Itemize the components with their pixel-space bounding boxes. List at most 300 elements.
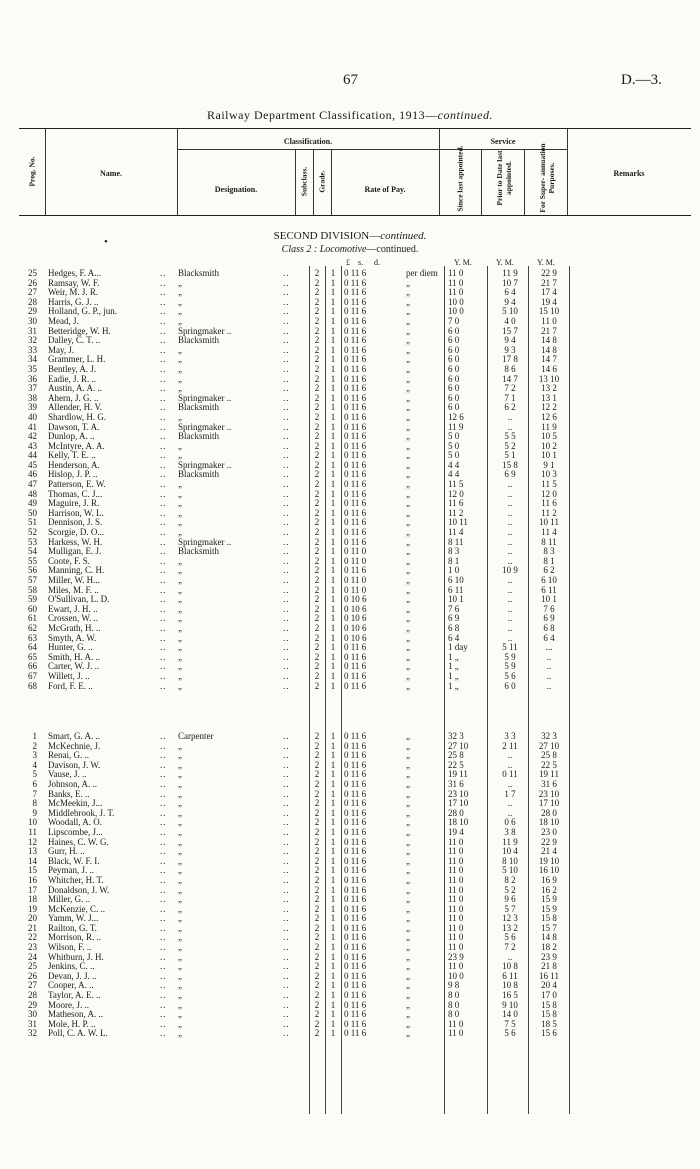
- service-prior: 5 1: [504, 450, 516, 461]
- pay-note: „: [406, 788, 410, 799]
- prog-no: 53: [28, 536, 37, 547]
- class-name: Locomotive: [319, 244, 367, 255]
- service-superannuation: 15 8: [541, 1009, 557, 1020]
- designation: „: [178, 980, 182, 991]
- service-superannuation: 11 5: [541, 479, 557, 490]
- service-since-last: 19 4: [448, 826, 464, 837]
- staff-table-carpenters: [0, 732, 700, 1039]
- designation: „: [178, 575, 182, 585]
- grade: 1: [330, 517, 336, 528]
- grade: 1: [330, 575, 336, 585]
- service-since-last: 18 10: [448, 817, 469, 828]
- rate-of-pay: 0 11 6: [344, 536, 367, 547]
- pay-note: „: [406, 750, 410, 761]
- pay-note: „: [406, 778, 410, 789]
- service-superannuation: 19 10: [538, 855, 560, 866]
- staff-name: Donaldson, J. W.: [48, 884, 110, 895]
- grade: 1: [330, 498, 336, 509]
- staff-name: Holland, G. P., jun.: [48, 306, 118, 317]
- prog-no: 25: [28, 961, 37, 972]
- designation: „: [178, 932, 182, 943]
- leader-dots: ..: [160, 546, 167, 557]
- grade: 1: [330, 680, 336, 691]
- service-superannuation: 18 5: [541, 1018, 557, 1029]
- service-since-last: 31 6: [448, 778, 464, 789]
- leader-dots: ..: [283, 942, 290, 953]
- designation: „: [178, 440, 182, 451]
- staff-name: Moore, J. ..: [48, 999, 89, 1010]
- designation: „: [178, 488, 182, 499]
- designation: „: [178, 517, 182, 528]
- service-superannuation: 6 4: [543, 632, 555, 643]
- service-since-last: 1 „: [448, 661, 459, 672]
- name-header: Name.: [100, 169, 122, 178]
- rate-of-pay: 0 11 6: [344, 527, 367, 538]
- rate-of-pay: 0 11 6: [344, 488, 367, 499]
- service-since-last: 6 0: [448, 402, 460, 413]
- service-prior: 9 4: [504, 335, 516, 346]
- staff-name: Matheson, A. ..: [48, 1009, 103, 1020]
- designation: „: [178, 826, 182, 837]
- pay-note: „: [406, 344, 410, 355]
- rate-of-pay: 0 11 6: [344, 798, 367, 809]
- service-since-last: 10 0: [448, 306, 464, 317]
- designation: „: [178, 373, 182, 384]
- title-main: Railway Department Classification, 1913—: [207, 108, 438, 122]
- service-superannuation: 7 6: [543, 603, 555, 614]
- service-superannuation: 10 3: [541, 469, 557, 480]
- pay-note: „: [406, 932, 410, 943]
- service-prior: 6 4: [504, 287, 516, 298]
- pence-unit: d.: [374, 258, 380, 267]
- leader-dots: ..: [160, 740, 167, 751]
- grade: 1: [330, 306, 336, 317]
- designation: Blacksmith: [178, 268, 219, 278]
- service-prior: 6 0: [504, 680, 516, 691]
- grade: 1: [330, 555, 336, 566]
- leader-dots: ..: [160, 1028, 167, 1039]
- rate-of-pay: 0 11 6: [344, 651, 367, 662]
- leader-dots: ..: [160, 884, 167, 895]
- rate-of-pay: 0 11 6: [344, 268, 367, 278]
- subclass: 2: [314, 594, 320, 605]
- service-since-last: 11 9: [448, 421, 464, 432]
- service-superannuation: 15 10: [538, 306, 560, 317]
- service-since-last: 10 0: [448, 296, 464, 307]
- rate-of-pay: 0 11 6: [344, 277, 367, 288]
- leader-dots: ..: [160, 817, 167, 828]
- grade: 1: [330, 536, 336, 547]
- prog-no: 31: [28, 1018, 37, 1029]
- staff-name: Austin, A. A. ..: [48, 383, 103, 394]
- leader-dots: ..: [160, 913, 167, 924]
- leader-dots: ..: [160, 354, 167, 365]
- leader-dots: ..: [283, 990, 290, 1001]
- subclass: 2: [314, 335, 320, 346]
- service-prior: ..: [507, 778, 513, 789]
- leader-dots: ..: [160, 990, 167, 1001]
- grade: 1: [330, 450, 336, 461]
- service-prior: ..: [507, 951, 513, 962]
- prog-no: 20: [28, 913, 37, 924]
- service-since-last: 11 0: [448, 287, 464, 298]
- pay-note: „: [406, 855, 410, 866]
- service-prior: 15 7: [502, 325, 518, 336]
- staff-name: Manning, C. H.: [48, 565, 105, 576]
- subclass: 2: [314, 440, 320, 451]
- grade: 1: [330, 731, 336, 741]
- subclass: 2: [314, 392, 320, 403]
- leader-dots: ..: [160, 536, 167, 547]
- section-bullet: •: [104, 236, 108, 248]
- leader-dots: ..: [160, 613, 167, 624]
- classification-header: Classification.: [283, 137, 333, 146]
- subclass: 2: [314, 731, 320, 741]
- pay-note: „: [406, 769, 410, 780]
- leader-dots: ..: [283, 603, 290, 614]
- leader-dots: ..: [160, 788, 167, 799]
- prog-no: 25: [28, 268, 37, 278]
- rate-of-pay: 0 11 6: [344, 670, 367, 681]
- document-reference: D.—3.: [621, 72, 662, 88]
- subclass: 2: [314, 661, 320, 672]
- service-superannuation: 16 2: [541, 884, 557, 895]
- grade: 1: [330, 325, 336, 336]
- leader-dots: ..: [160, 421, 167, 432]
- staff-name: O'Sullivan, L. D.: [48, 594, 110, 605]
- pay-note: „: [406, 798, 410, 809]
- subclass: 2: [314, 999, 320, 1010]
- leader-dots: ..: [160, 642, 167, 653]
- service-prior: 6 2: [504, 402, 516, 413]
- leader-dots: ..: [283, 459, 290, 470]
- service-superannuation: 22 9: [541, 836, 557, 847]
- superannuation-header: For Super- annuation Purposes.: [538, 143, 556, 213]
- rate-of-pay: 0 10 6: [344, 594, 367, 605]
- page-number: 67: [343, 72, 358, 88]
- service-prior: 7 2: [504, 383, 516, 394]
- staff-name: Miller, G. ..: [48, 894, 91, 905]
- grade: 1: [330, 807, 336, 818]
- rate-of-pay: 0 11 6: [344, 759, 367, 770]
- service-since-last: 11 0: [448, 913, 464, 924]
- pay-note: „: [406, 479, 410, 490]
- designation: Springmaker ..: [178, 459, 232, 470]
- rate-of-pay: 0 11 6: [344, 335, 367, 346]
- grade: 1: [330, 594, 336, 605]
- grade: 1: [330, 836, 336, 847]
- pay-note: „: [406, 584, 410, 595]
- service-prior: 3 8: [504, 826, 516, 837]
- service-since-last: 8 3: [448, 546, 460, 557]
- subclass: 2: [314, 296, 320, 307]
- prog-no: 7: [32, 788, 37, 799]
- leader-dots: ..: [160, 750, 167, 761]
- grade: 1: [330, 865, 336, 876]
- prog-no: 34: [28, 354, 37, 365]
- service-superannuation: 12 0: [541, 488, 557, 499]
- pound-unit: £: [346, 258, 350, 267]
- grade: 1: [330, 603, 336, 614]
- subclass: 2: [314, 750, 320, 761]
- prog-no: 32: [28, 1028, 37, 1039]
- staff-name: Harkess, W. H.: [48, 536, 103, 547]
- subclass: 2: [314, 603, 320, 614]
- service-prior: 15 8: [502, 459, 518, 470]
- service-since-last: 6 11: [448, 584, 464, 595]
- pay-note: „: [406, 846, 410, 857]
- prog-no: 24: [28, 951, 37, 962]
- service-since-last: 6 0: [448, 325, 460, 336]
- staff-name: Jenkins, C. ..: [48, 961, 95, 972]
- service-prior: 13 2: [502, 922, 518, 933]
- service-since-last: 11 0: [448, 932, 464, 943]
- col-rule: [325, 266, 326, 1114]
- service-since-last: 6 0: [448, 373, 460, 384]
- service-superannuation: 15 6: [541, 1028, 557, 1039]
- staff-name: Henderson, A.: [48, 459, 100, 470]
- service-since-last: 11 2: [448, 507, 464, 518]
- pay-note: „: [406, 431, 410, 442]
- staff-name: Middlebrook, J. T.: [48, 807, 115, 818]
- service-since-last: 6 0: [448, 383, 460, 394]
- service-since-last: 11 0: [448, 846, 464, 857]
- pay-note: „: [406, 565, 410, 576]
- pay-note: „: [406, 817, 410, 828]
- staff-name: Whitcher, H. T.: [48, 874, 104, 885]
- designation: „: [178, 807, 182, 818]
- grade: 1: [330, 661, 336, 672]
- prog-no: 45: [28, 459, 37, 470]
- service-since-last: 1 0: [448, 565, 460, 576]
- leader-dots: ..: [283, 431, 290, 442]
- subclass: 2: [314, 651, 320, 662]
- leader-dots: ..: [283, 661, 290, 672]
- leader-dots: ..: [160, 942, 167, 953]
- rate-of-pay: 0 11 6: [344, 306, 367, 317]
- service-superannuation: 19 11: [539, 769, 559, 780]
- staff-name: Kelly, T. E. ..: [48, 450, 96, 461]
- service-since-last: 1 „: [448, 670, 459, 681]
- designation: „: [178, 565, 182, 576]
- service-prior: 9 10: [502, 999, 518, 1010]
- title-emph: continued.: [437, 108, 493, 122]
- staff-name: Davison, J. W.: [48, 759, 101, 770]
- pay-note: „: [406, 642, 410, 653]
- pay-note: „: [406, 325, 410, 336]
- designation: Blacksmith: [178, 402, 219, 413]
- service-since-last: 11 5: [448, 479, 464, 490]
- staff-name: Yamm, W. J...: [48, 913, 99, 924]
- shilling-unit: s.: [358, 258, 364, 267]
- service-prior: 4 0: [504, 315, 516, 326]
- leader-dots: ..: [283, 740, 290, 751]
- prog-no: 35: [28, 363, 37, 374]
- service-superannuation: 31 6: [541, 778, 557, 789]
- subclass: 2: [314, 980, 320, 991]
- leader-dots: ..: [283, 527, 290, 538]
- service-superannuation: ..: [546, 670, 552, 681]
- leader-dots: ..: [160, 479, 167, 490]
- leader-dots: ..: [160, 344, 167, 355]
- rate-of-pay: 0 11 6: [344, 287, 367, 298]
- leader-dots: ..: [283, 594, 290, 605]
- designation-header: Designation.: [214, 185, 258, 194]
- grade: 1: [330, 651, 336, 662]
- subclass: 2: [314, 865, 320, 876]
- staff-name: Hislop, J. P. ..: [48, 469, 98, 480]
- service-prior: ..: [507, 613, 513, 624]
- designation: „: [178, 450, 182, 461]
- designation: Blacksmith: [178, 546, 219, 557]
- designation: Springmaker ..: [178, 325, 232, 336]
- service-since-last: 23 9: [448, 951, 464, 962]
- service-prior: 5 11: [502, 642, 518, 653]
- staff-name: Eadie, J. R. ..: [48, 373, 96, 384]
- designation: „: [178, 661, 182, 672]
- leader-dots: ..: [283, 335, 290, 346]
- leader-dots: ..: [283, 325, 290, 336]
- class-emph: —continued.: [366, 244, 419, 255]
- service-superannuation: 10 2: [541, 440, 557, 451]
- leader-dots: ..: [160, 575, 167, 585]
- prog-no: 51: [28, 517, 37, 528]
- rate-of-pay: 0 11 6: [344, 642, 367, 653]
- designation: Springmaker ..: [178, 421, 232, 432]
- service-superannuation: 13 10: [538, 373, 560, 384]
- subclass: 2: [314, 826, 320, 837]
- prog-no: 31: [28, 325, 37, 336]
- rate-of-pay: 0 11 6: [344, 778, 367, 789]
- grade: 1: [330, 363, 336, 374]
- service-superannuation: 23 9: [541, 951, 557, 962]
- pay-note: per diem: [406, 268, 438, 278]
- service-prior: ..: [507, 479, 513, 490]
- leader-dots: ..: [160, 431, 167, 442]
- col-rule: [341, 266, 342, 1114]
- subclass: 2: [314, 846, 320, 857]
- pay-note: „: [406, 680, 410, 691]
- leader-dots: ..: [283, 865, 290, 876]
- staff-name: Weir, M. J. R.: [48, 287, 99, 298]
- grade: 1: [330, 527, 336, 538]
- designation: „: [178, 363, 182, 374]
- leader-dots: ..: [160, 874, 167, 885]
- service-since-last: 11 0: [448, 855, 464, 866]
- subclass: 2: [314, 961, 320, 972]
- service-since-last: 5 0: [448, 431, 460, 442]
- service-since-last: 19 11: [448, 769, 468, 780]
- grade: 1: [330, 632, 336, 643]
- rate-of-pay: 0 11 6: [344, 884, 367, 895]
- rate-of-pay: 0 11 6: [344, 903, 367, 914]
- subclass: 2: [314, 874, 320, 885]
- leader-dots: ..: [160, 836, 167, 847]
- grade: 1: [330, 459, 336, 470]
- leader-dots: ..: [283, 575, 290, 585]
- service-superannuation: 16 10: [538, 865, 560, 876]
- leader-dots: ..: [160, 469, 167, 480]
- leader-dots: ..: [160, 769, 167, 780]
- pay-note: „: [406, 296, 410, 307]
- service-prior: 12 3: [502, 913, 518, 924]
- leader-dots: ..: [283, 622, 290, 633]
- designation: „: [178, 970, 182, 981]
- grade: 1: [330, 874, 336, 885]
- leader-dots: ..: [283, 383, 290, 394]
- prog-no: 8: [32, 798, 37, 809]
- service-prior: ..: [507, 603, 513, 614]
- pay-note: „: [406, 402, 410, 413]
- subclass: 2: [314, 527, 320, 538]
- subclass: 2: [314, 277, 320, 288]
- subclass: 2: [314, 817, 320, 828]
- leader-dots: ..: [160, 287, 167, 298]
- prog-no: 52: [28, 527, 37, 538]
- pay-note: „: [406, 411, 410, 422]
- prog-no: 66: [28, 661, 37, 672]
- grade: 1: [330, 942, 336, 953]
- table-header: [19, 128, 691, 216]
- leader-dots: ..: [160, 680, 167, 691]
- designation: Blacksmith: [178, 469, 219, 480]
- pay-note: „: [406, 498, 410, 509]
- leader-dots: ..: [283, 651, 290, 662]
- service-superannuation: 21 8: [541, 961, 557, 972]
- service-prior: 7 5: [504, 1018, 516, 1029]
- subclass: 2: [314, 411, 320, 422]
- service-since-last: 11 0: [448, 894, 464, 905]
- staff-name: Cooper, A. ..: [48, 980, 94, 991]
- designation: „: [178, 846, 182, 857]
- rate-of-pay: 0 11 6: [344, 836, 367, 847]
- staff-name: Mole, H. P. ..: [48, 1018, 96, 1029]
- leader-dots: ..: [283, 565, 290, 576]
- service-prior: 5 9: [504, 661, 516, 672]
- service-superannuation: 22 5: [541, 759, 557, 770]
- designation: Blacksmith: [178, 335, 219, 346]
- leader-dots: ..: [160, 296, 167, 307]
- service-superannuation: ..: [546, 661, 552, 672]
- subclass: 2: [314, 363, 320, 374]
- service-prior: ..: [507, 546, 513, 557]
- rate-of-pay: 0 11 6: [344, 865, 367, 876]
- designation: Springmaker ..: [178, 392, 232, 403]
- leader-dots: ..: [160, 651, 167, 662]
- service-since-last: 6 4: [448, 632, 460, 643]
- prog-no: 41: [28, 421, 37, 432]
- rate-of-pay: 0 10 6: [344, 603, 367, 614]
- leader-dots: ..: [283, 778, 290, 789]
- leader-dots: ..: [160, 1018, 167, 1029]
- designation: „: [178, 769, 182, 780]
- designation: „: [178, 296, 182, 307]
- designation: „: [178, 277, 182, 288]
- pay-note: „: [406, 865, 410, 876]
- leader-dots: ..: [283, 411, 290, 422]
- grade: 1: [330, 488, 336, 499]
- pay-note: „: [406, 594, 410, 605]
- service-superannuation: 14 6: [541, 363, 557, 374]
- leader-dots: ..: [283, 807, 290, 818]
- pay-note: „: [406, 306, 410, 317]
- service-superannuation: 8 11: [541, 536, 557, 547]
- leader-dots: ..: [160, 846, 167, 857]
- subclass: 2: [314, 517, 320, 528]
- pay-note: „: [406, 807, 410, 818]
- prog-no: 19: [28, 903, 37, 914]
- leader-dots: ..: [283, 268, 290, 278]
